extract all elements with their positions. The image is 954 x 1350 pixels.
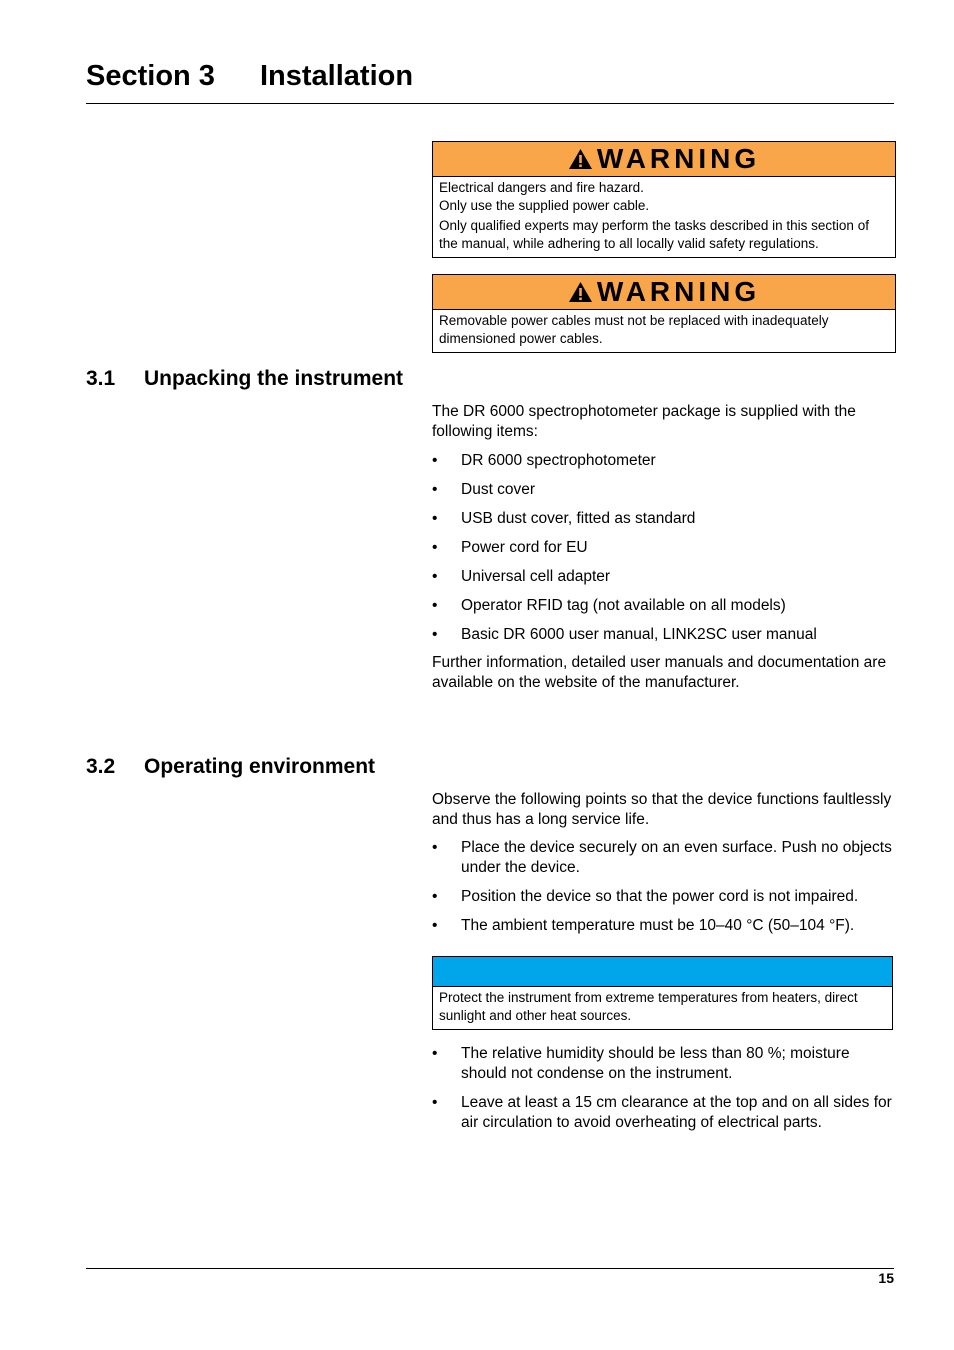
list-item: • The ambient temperature must be 10–40 °C (50–104 °F).: [432, 917, 855, 934]
warning-text: Only qualified experts may perform the tasks described in this section of the manual, while adhering to all locally valid safety regulations.: [439, 218, 869, 251]
subsection-title: Unpacking the instrument: [144, 367, 404, 390]
warning-body: [433, 177, 895, 257]
notice-box: [432, 956, 893, 1030]
list-item: • Leave at least a 15 cm clearance at the top and on all sides for air circulation to avoid overheating of electrical parts.: [432, 1094, 892, 1131]
warning-box: [432, 141, 896, 258]
subsection-number: 3.2: [86, 755, 116, 778]
notice-text: Protect the instrument from extreme temperatures from heaters, direct sunlight and other heat sources.: [439, 990, 858, 1023]
warning-header: [433, 275, 895, 310]
list-item: • USB dust cover, fitted as standard: [432, 510, 696, 527]
warning-text: Removable power cables must not be replaced with inadequately dimensioned power cables.: [439, 313, 829, 346]
list-item: • DR 6000 spectrophotometer: [432, 452, 656, 469]
bullet-list: [432, 838, 894, 945]
subsection-heading: [86, 367, 486, 393]
notice-header: [433, 957, 892, 987]
paragraph: The DR 6000 spectrophotometer package is supplied with the following items:: [432, 403, 856, 440]
list-item: • Operator RFID tag (not available on all models): [432, 597, 786, 614]
subsection-heading: [86, 755, 486, 781]
list-item: • Dust cover: [432, 481, 536, 498]
footer-rule: [86, 1268, 894, 1269]
section-heading: [86, 58, 894, 104]
bullet-list: [432, 1044, 894, 1142]
section-title: Installation: [260, 60, 414, 92]
list-item: • Position the device so that the power cord is not impaired.: [432, 888, 859, 905]
bullet-list: [432, 451, 894, 654]
list-item: • The relative humidity should be less than 80 %; moisture should not condense on the instrument.: [432, 1045, 850, 1082]
warning-body: [433, 310, 895, 352]
list-item: • Power cord for EU: [432, 539, 588, 556]
warning-triangle-icon: [568, 281, 593, 303]
subsection-title: Operating environment: [144, 755, 376, 778]
paragraph: Observe the following points so that the device functions faultlessly and thus has a long service life.: [432, 791, 892, 828]
list-item: • Place the device securely on an even surface. Push no objects under the device.: [432, 839, 892, 876]
warning-header: [433, 142, 895, 177]
paragraph: Further information, detailed user manuals and documentation are available on the website of the manufacturer.: [432, 654, 887, 691]
section-number: Section 3: [86, 60, 215, 92]
list-item: • Basic DR 6000 user manual, LINK2SC user manual: [432, 626, 817, 643]
warning-triangle-icon: [568, 148, 593, 170]
warning-label: WARNING: [596, 143, 761, 174]
warning-text: Electrical dangers and fire hazard. Only use the supplied power cable.: [439, 180, 650, 213]
list-item: • Universal cell adapter: [432, 568, 611, 585]
warning-label: WARNING: [596, 276, 761, 307]
warning-box: [432, 274, 896, 353]
subsection-number: 3.1: [86, 367, 116, 390]
page-number: 15: [878, 1270, 894, 1286]
